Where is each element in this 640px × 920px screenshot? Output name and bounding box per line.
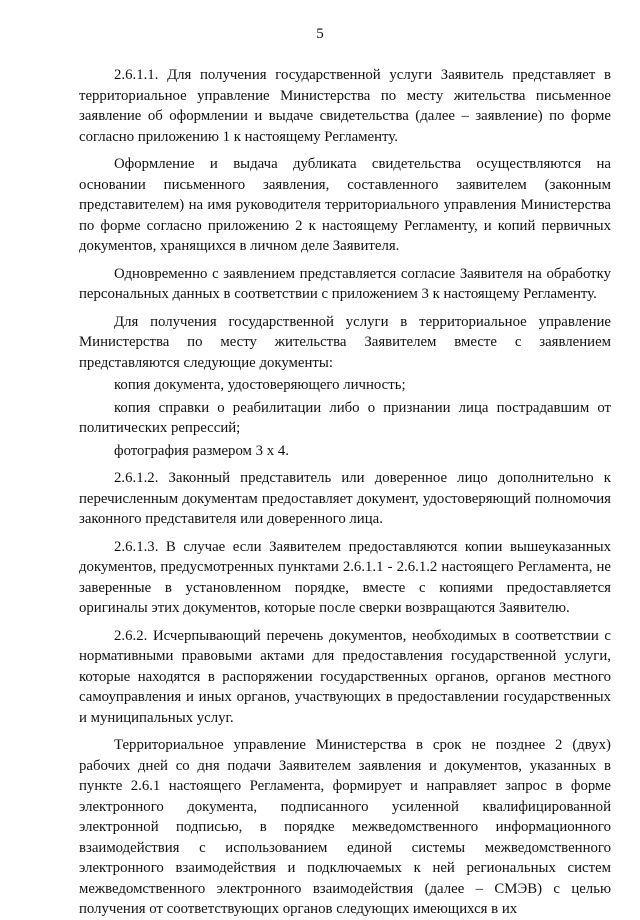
paragraph-2-6-1-3: 2.6.1.3. В случае если Заявителем предоставляются копии вышеуказанных документов, предусмотренных пунктами 2.6.1.1 - 2.6.1.2 настоящего Регламента, не заверенные в установленном порядке, вместе с копиями предоставляется оригиналы этих документов, которые после сверки возвращаются Заявителю. xyxy=(79,538,611,616)
page-number: 5 xyxy=(316,26,324,42)
paragraph-2-6-1-2: 2.6.1.2. Законный представитель или доверенное лицо дополнительно к перечисленным документам предоставляет документ, удостоверяющий полномочия законного представителя или доверенного лица. xyxy=(79,470,611,527)
list-item-identity-document: копия документа, удостоверяющего личность; xyxy=(114,377,406,393)
document-body xyxy=(79,65,611,920)
paragraph-required-documents-intro: Для получения государственной услуги в территориальное управление Министерства по месту жительства Заявителем вместе с заявлением представляются следующие документы: xyxy=(79,313,611,371)
paragraph-personal-data-consent: Одновременно с заявлением представляется согласие Заявителя на обработку персональных данных в соответствии с приложением 3 к настоящему Регламенту. xyxy=(79,265,611,302)
paragraph-2-6-1-1: 2.6.1.1. Для получения государственной услуги Заявитель представляет в территориальное управление Министерства по месту жительства письменное заявление об оформлении и выдаче свидетельства (далее – заявление) по форме согласно приложению 1 к настоящему Регламенту. xyxy=(79,67,611,145)
paragraph-interagency-request: Территориальное управление Министерства в срок не позднее 2 (двух) рабочих дней со дня подачи Заявителем заявления и документов, указанных в пункте 2.6.1 настоящего Регламента, формирует и направляет запрос в форме электронного документа, подписанного усиленной квалифицированной электронной подписью, в порядке межведомственного информационного взаимодействия с использованием единой системы межведомственного электронного взаимодействия и подключаемых к ней региональных систем межведомственного электронного взаимодействия (далее – СМЭВ) с целью получения от соответствующих органов следующих имеющихся в их xyxy=(79,737,611,917)
list-item-photo: фотография размером 3 х 4. xyxy=(114,442,289,459)
paragraph-duplicate-issuance: Оформление и выдача дубликата свидетельства осуществляются на основании письменного заявления, составленного заявителем (законным представителем) на имя руководителя территориального управления Министерства по форме согласно приложению 2 к настоящему Регламенту, и копий первичных документов, хранящихся в личном деле Заявителя. xyxy=(79,156,611,254)
paragraph-2-6-2: 2.6.2. Исчерпывающий перечень документов, необходимых в соответствии с нормативными правовыми актами для предоставления государственной услуги, которые находятся в распоряжении государственных органов, органов местного самоуправления и иных органов, участвующих в предоставлении государственных и муниципальных услуг. xyxy=(79,627,611,726)
list-item-rehabilitation-certificate: копия справки о реабилитации либо о признании лица пострадавшим от политических репрессий; xyxy=(79,399,611,436)
